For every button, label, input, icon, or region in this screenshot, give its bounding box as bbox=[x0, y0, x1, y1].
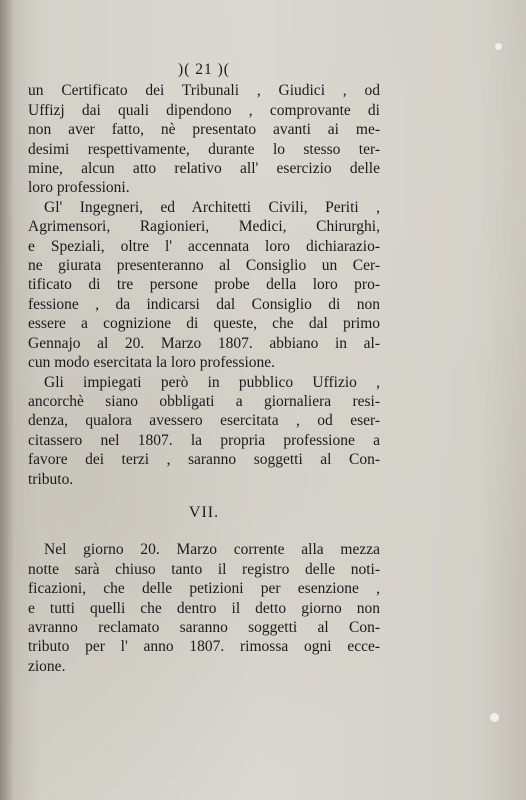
text-line: un Certificato dei Tribunali , Giudici , od bbox=[28, 82, 380, 100]
text-line: Agrimensori, Ragionieri, Medici, Chirurghi, bbox=[28, 218, 380, 236]
page-edge-shadow bbox=[0, 0, 14, 800]
text-line: zione. bbox=[28, 657, 66, 675]
text-line: Uffizj dai quali dipendono , comprovante di bbox=[28, 101, 380, 119]
text-line: ne giurata presenteranno al Consiglio un Cer- bbox=[28, 257, 380, 275]
text-line: e tutti quelli che dentro il detto giorno non bbox=[28, 599, 380, 617]
section-heading: VII. bbox=[188, 503, 220, 521]
paragraph bbox=[28, 540, 380, 676]
text-line: ficazioni, che delle petizioni per esenzione , bbox=[28, 580, 380, 598]
text-line: favore dei terzi , saranno soggetti al Con- bbox=[28, 451, 380, 469]
paragraph bbox=[28, 81, 380, 197]
text-line: tributo. bbox=[28, 470, 74, 488]
text-line: Gennajo al 20. Marzo 1807. abbiano in al- bbox=[28, 334, 380, 352]
text-line: ancorchè siano obbligati a giornaliera resi- bbox=[28, 392, 380, 410]
paragraphs-container bbox=[28, 81, 380, 489]
text-line: loro professioni. bbox=[28, 179, 130, 197]
text-line: denza, qualora avessero esercitata , od eser- bbox=[28, 412, 380, 430]
paper-spot bbox=[495, 43, 502, 50]
text-line: cun modo esercitata la loro professione. bbox=[28, 354, 276, 372]
text-line: tributo per l' anno 1807. rimossa ogni ecce- bbox=[28, 638, 380, 656]
text-line: mine, alcun atto relativo all' esercizio delle bbox=[28, 160, 380, 178]
text-line: non aver fatto, nè presentato avanti ai me- bbox=[28, 121, 380, 139]
text-line: fessione , da indicarsi dal Consiglio di non bbox=[28, 295, 380, 313]
text-line: notte sarà chiuso tanto il registro delle noti- bbox=[28, 560, 380, 578]
text-line: Gl' Ingegneri, ed Architetti Civili, Periti , bbox=[44, 198, 380, 216]
text-line: essere a cognizione di queste, che dal primo bbox=[28, 315, 380, 333]
section-paragraph bbox=[28, 540, 380, 676]
text-line: Nel giorno 20. Marzo corrente alla mezza bbox=[44, 541, 380, 559]
text-line: desimi respettivamente, durante lo stesso ter- bbox=[28, 140, 380, 158]
text-line: avranno reclamato saranno soggetti al Con- bbox=[28, 618, 380, 636]
text-line: citassero nel 1807. la propria professione a bbox=[28, 431, 380, 449]
page-number: )( 21 )( bbox=[178, 61, 230, 78]
text-line: tificato di tre persone probe della loro pro- bbox=[28, 276, 380, 294]
text-line: Gli impiegati però in pubblico Uffizio , bbox=[44, 373, 380, 391]
document-text bbox=[28, 60, 380, 676]
paragraph bbox=[28, 198, 380, 373]
text-line: e Speziali, oltre l' accennata loro dichiarazio- bbox=[28, 237, 380, 255]
paragraph bbox=[28, 373, 380, 489]
paper-spot bbox=[490, 713, 499, 722]
